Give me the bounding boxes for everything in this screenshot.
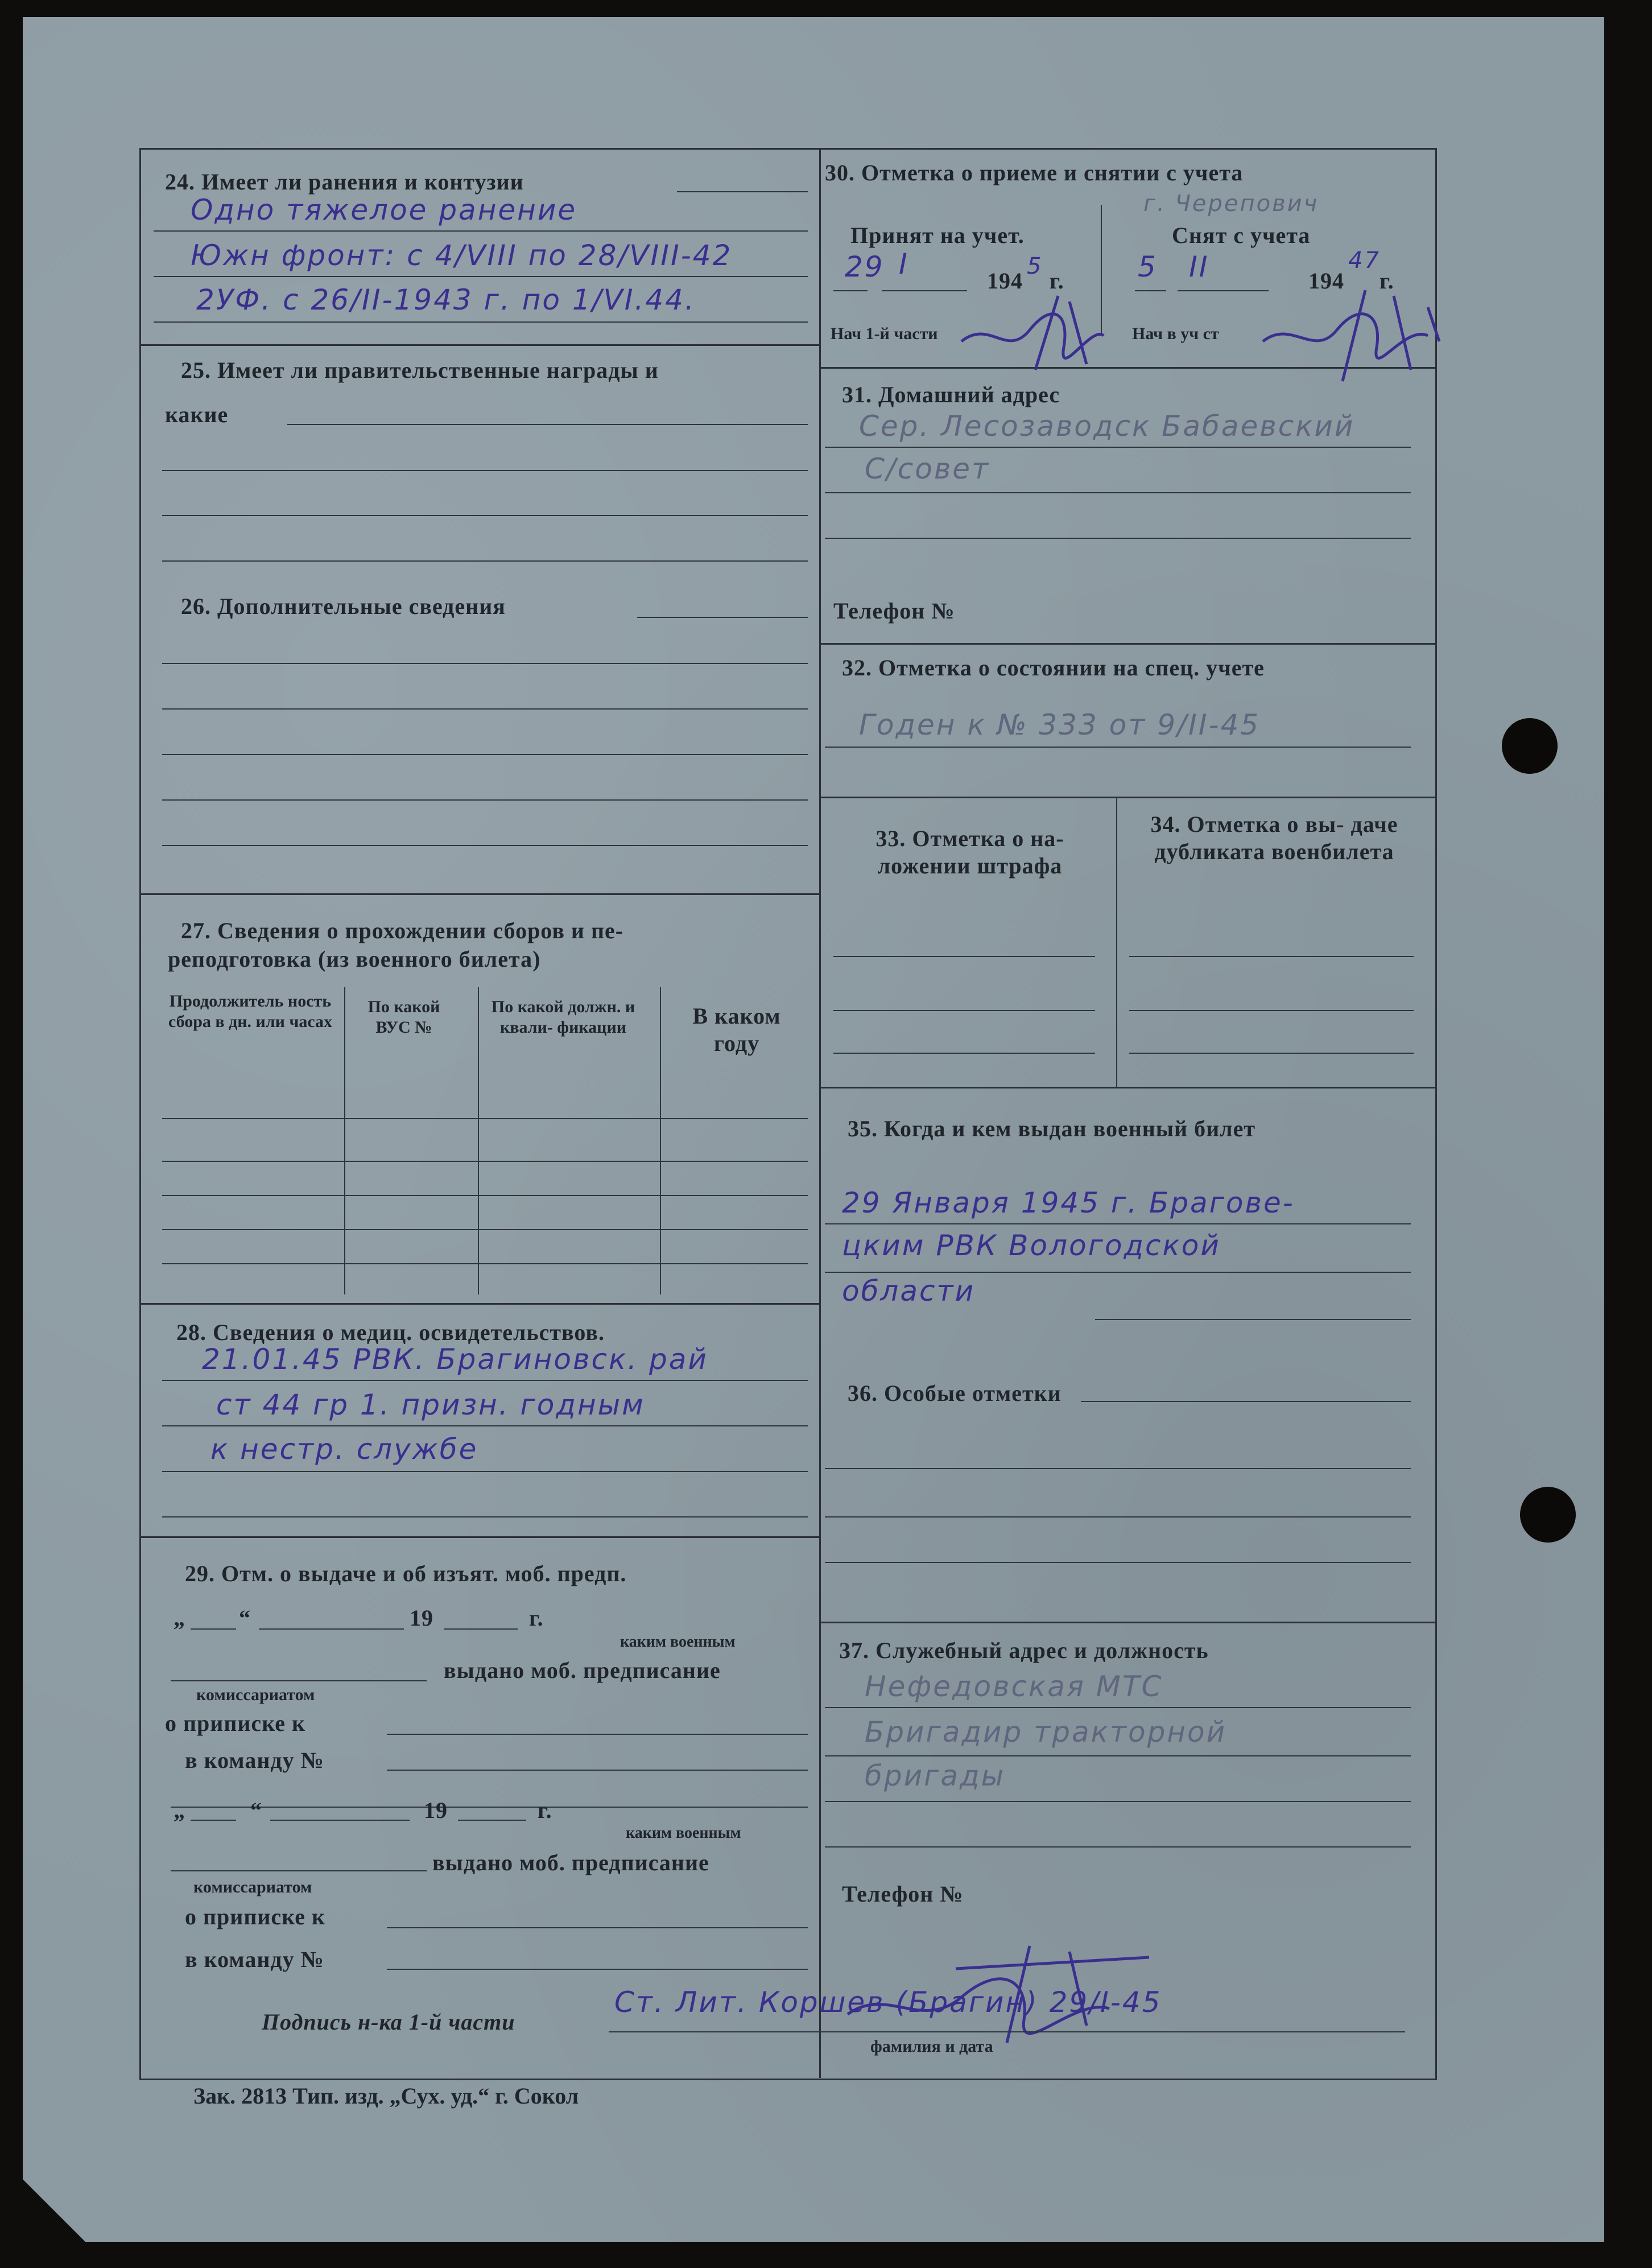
fill-line: [162, 845, 808, 846]
row-divider: [141, 1536, 819, 1538]
s31-answer-1: Сер. Лесозаводск Бабаевский: [859, 410, 1355, 443]
s28-answer-1: 21.01.45 РВК. Брагиновск. рай: [202, 1343, 708, 1376]
fill-line: [171, 1680, 427, 1681]
s29-issuer2: каким военным: [626, 1824, 741, 1842]
s29-year-suffix: г.: [529, 1605, 544, 1631]
torn-corner: [23, 2179, 85, 2242]
s31-phone: Телефон №: [833, 598, 955, 624]
table-col-line: [660, 987, 661, 1294]
fill-line: [162, 708, 808, 710]
fill-line: [825, 1801, 1411, 1802]
fill-line: [1095, 1319, 1411, 1320]
s31-answer-2: С/совет: [865, 452, 990, 485]
s30-chief-a: Нач 1-й части: [831, 324, 938, 343]
fill-line: [833, 290, 868, 291]
print-footer: Зак. 2813 Тип. изд. „Сух. уд.“ г. Сокол: [193, 2083, 579, 2109]
s28-answer-3: к нестр. службе: [210, 1433, 478, 1466]
s29-issued: выдано моб. предписание: [444, 1657, 721, 1683]
fill-line: [154, 321, 808, 323]
fill-line: [825, 1707, 1411, 1708]
s37-answer-2: Бригадир тракторной: [865, 1716, 1227, 1749]
s30-month-a: I: [899, 248, 909, 281]
s30-accepted: Принят на учет.: [850, 222, 1025, 248]
s24-answer-3: 2УФ. с 26/II-1943 г. по 1/VI.44.: [196, 283, 696, 316]
s32-label: 32. Отметка о состоянии на спец. учете: [842, 655, 1265, 681]
fill-line: [270, 1820, 410, 1821]
fill-line: [833, 1010, 1095, 1011]
row-divider: [821, 797, 1435, 798]
s25-label-2: какие: [165, 402, 229, 427]
fill-line: [1081, 1401, 1411, 1402]
s29-year2: 19: [424, 1797, 448, 1823]
row-divider: [821, 1087, 1435, 1088]
row-divider: [141, 344, 819, 346]
fill-line: [171, 1807, 808, 1808]
s30-year-a-hw: 5: [1027, 253, 1043, 279]
fill-line: [833, 1053, 1095, 1054]
s29-year2-suffix: г.: [538, 1797, 552, 1823]
s24-label: 24. Имеет ли ранения и контузии: [165, 169, 524, 195]
fill-line: [259, 1628, 404, 1630]
signature-label: Подпись н-ка 1-й части: [262, 2009, 515, 2035]
fill-line: [162, 1425, 808, 1426]
s29-date2-open: „: [174, 1797, 185, 1823]
s29-issuer: каким военным: [620, 1633, 736, 1651]
s27-header-year: В каком году: [692, 1003, 781, 1056]
s29-year: 19: [410, 1605, 433, 1631]
s35-answer-1: 29 Января 1945 г. Брагове-: [842, 1186, 1295, 1219]
fill-line: [825, 447, 1411, 448]
fill-line: [162, 1380, 808, 1381]
fill-line: [677, 191, 808, 192]
fill-line: [162, 1471, 808, 1472]
fill-line: [609, 2031, 1405, 2032]
punch-hole-lower: [1520, 1487, 1576, 1543]
s30-year-b-suffix: г.: [1380, 268, 1394, 294]
fill-line: [171, 1870, 427, 1871]
s29-about: о приписке к: [165, 1710, 306, 1736]
fill-line: [825, 492, 1411, 493]
signature-handwritten: Ст. Лит. Коршев (Брагин) 29/I-45: [614, 1986, 1162, 2019]
s28-answer-2: ст 44 гр 1. призн. годным: [216, 1388, 645, 1421]
s30-day-b: 5: [1138, 250, 1158, 283]
s33-label: 33. Отметка о на- ложении штрафа: [875, 826, 1064, 879]
s24-answer-1: Одно тяжелое ранение: [191, 193, 577, 226]
fill-line: [825, 1846, 1411, 1848]
row-divider: [141, 1303, 819, 1305]
s27-label-1: 27. Сведения о прохождении сборов и пе-: [181, 918, 624, 943]
s29-date-close: “: [239, 1605, 251, 1631]
s29-label: 29. Отм. о выдаче и об изъят. моб. предп.: [185, 1561, 627, 1586]
s30-removed: Снят с учета: [1172, 222, 1311, 248]
s24-answer-2: Южн фронт: с 4/VIII по 28/VIII-42: [191, 239, 733, 272]
table-row-line: [162, 1161, 808, 1162]
s27-header-position: По какой должн. и квали- фикации: [491, 997, 635, 1037]
fill-line: [162, 663, 808, 664]
fill-line: [825, 1516, 1411, 1518]
table-row-line: [162, 1118, 808, 1119]
fill-line: [825, 1223, 1411, 1224]
cell-divider: [1116, 798, 1117, 1087]
s27-header-vus: По какой ВУС №: [367, 997, 440, 1037]
s30-month-b: II: [1189, 250, 1209, 283]
s29-commissariat2: комиссариатом: [193, 1878, 312, 1896]
s30-year-b-hw: 47: [1348, 248, 1381, 274]
s27-label-2: реподготовка (из военного билета): [168, 946, 541, 972]
s36-label: 36. Особые отметки: [848, 1380, 1062, 1406]
s35-label: 35. Когда и кем выдан военный билет: [848, 1116, 1255, 1141]
punch-hole-upper: [1502, 718, 1558, 774]
fill-line: [162, 799, 808, 801]
s29-date-open: „: [174, 1605, 185, 1631]
fill-line: [191, 1820, 236, 1821]
fill-line: [825, 1468, 1411, 1469]
fill-line: [825, 1755, 1411, 1756]
table-row-line: [162, 1195, 808, 1196]
fill-line: [387, 1734, 808, 1735]
s28-label: 28. Сведения о медиц. освидетельствов.: [176, 1319, 605, 1345]
s30-year-b: 194: [1308, 268, 1344, 294]
fill-line: [444, 1628, 518, 1630]
fill-line: [1129, 956, 1414, 957]
fill-line: [387, 1969, 808, 1970]
fill-line: [637, 617, 808, 618]
row-divider: [821, 643, 1435, 645]
s34-label: 34. Отметка о вы- даче дубликата военбилета: [1150, 811, 1398, 864]
fill-line: [387, 1927, 808, 1928]
fill-line: [882, 290, 967, 291]
fill-line: [825, 1562, 1411, 1563]
s29-team: в команду №: [185, 1747, 324, 1773]
row-divider: [821, 1622, 1435, 1623]
fill-line: [162, 515, 808, 516]
fill-line: [1178, 290, 1269, 291]
signature-scribble-a: [956, 279, 1149, 376]
s30-year-a: 194: [987, 268, 1023, 294]
fill-line: [162, 1516, 808, 1518]
fill-line: [162, 560, 808, 562]
s30-chief-b: Нач в уч ст: [1132, 324, 1219, 343]
fill-line: [154, 276, 808, 277]
fill-line: [1129, 1053, 1414, 1054]
s25-label-1: 25. Имеет ли правительственные награды и: [181, 357, 659, 383]
s30-year-a-suffix: г.: [1050, 268, 1064, 294]
signature-scribble-b: [1257, 273, 1445, 387]
fill-line: [287, 424, 808, 425]
fill-line: [825, 747, 1411, 748]
table-col-line: [478, 987, 479, 1294]
fill-line: [458, 1820, 526, 1821]
fill-line: [825, 538, 1411, 539]
table-col-line: [344, 987, 345, 1294]
s37-phone: Телефон №: [842, 1881, 964, 1907]
s29-about2: о приписке к: [185, 1904, 326, 1929]
s30-city: г. Черепович: [1143, 191, 1319, 217]
s30-label: 30. Отметка о приеме и снятии с учета: [825, 160, 1244, 185]
s29-team2: в команду №: [185, 1947, 324, 1972]
s32-answer: Годен к № 333 от 9/II-45: [859, 708, 1261, 741]
table-row-line: [162, 1229, 808, 1230]
s29-issued2: выдано моб. предписание: [432, 1850, 709, 1875]
row-divider: [141, 893, 819, 895]
fill-line: [825, 1272, 1411, 1273]
s35-answer-3: области: [842, 1275, 976, 1308]
s29-date2-close: “: [250, 1797, 262, 1823]
s37-answer-1: Нефедовская МТС: [865, 1670, 1163, 1703]
s29-commissariat: комиссариатом: [196, 1685, 315, 1704]
fill-line: [154, 230, 808, 232]
s31-label: 31. Домашний адрес: [842, 382, 1060, 407]
s37-label: 37. Служебный адрес и должность: [839, 1638, 1209, 1663]
s35-answer-2: цким РВК Вологодской: [842, 1229, 1221, 1262]
fill-line: [191, 1628, 236, 1630]
table-row-line: [162, 1263, 808, 1264]
signature-caption: фамилия и дата: [870, 2037, 993, 2056]
fill-line: [162, 470, 808, 471]
fill-line: [1129, 1010, 1414, 1011]
fill-line: [833, 956, 1095, 957]
s30-day-a: 29: [845, 250, 885, 283]
column-divider: [819, 149, 821, 2078]
fill-line: [387, 1770, 808, 1771]
fill-line: [162, 754, 808, 755]
s27-header-duration: Продолжитель ность сбора в дн. или часах: [168, 992, 333, 1031]
s37-answer-3: бригады: [865, 1759, 1006, 1792]
s26-label: 26. Дополнительные сведения: [181, 593, 506, 619]
